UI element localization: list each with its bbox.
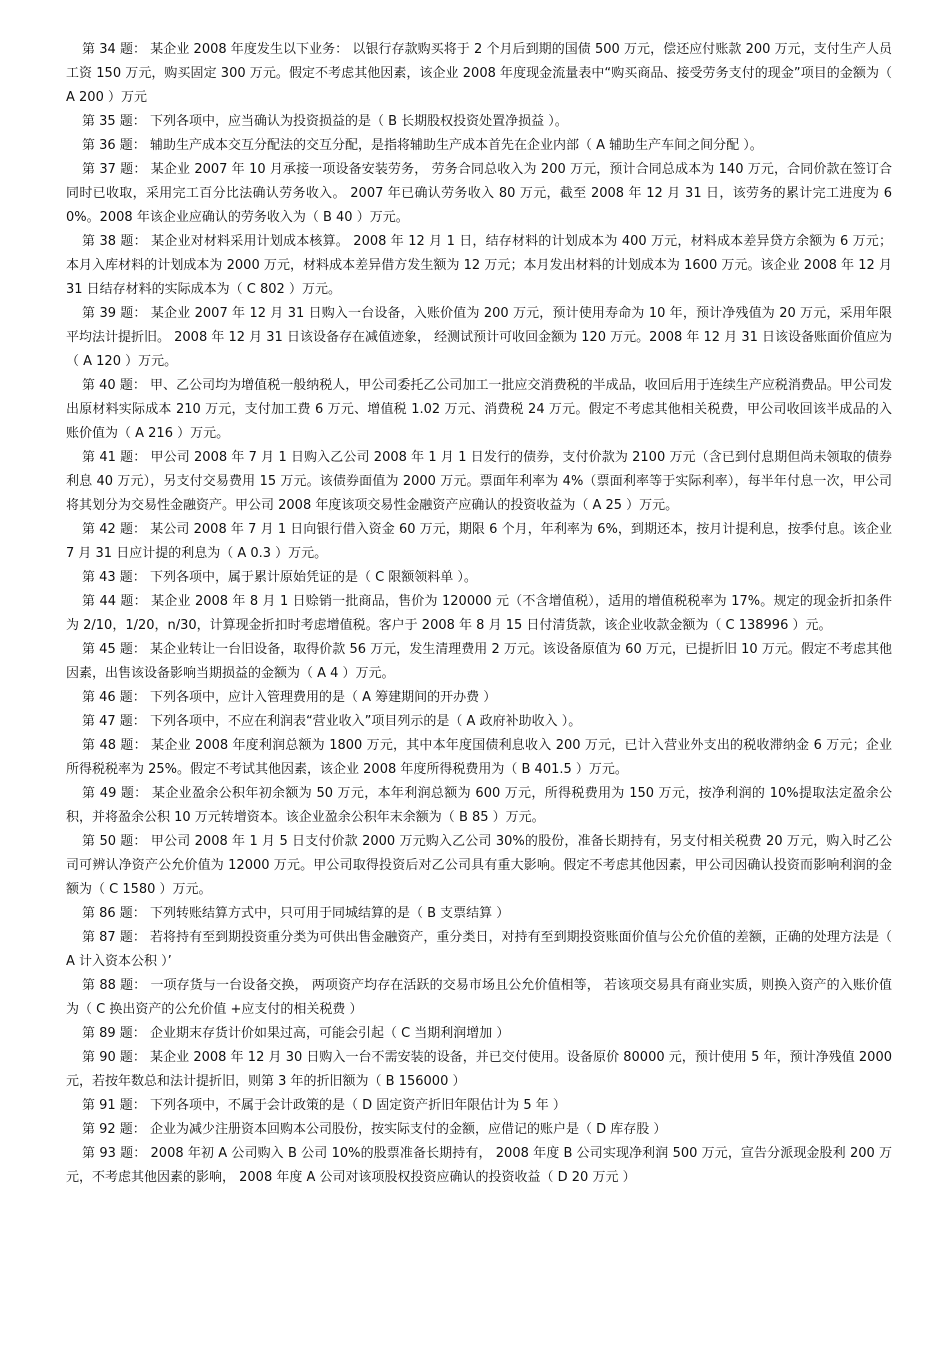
question-89: 第 89 题： 企业期末存货计价如果过高，可能会引起（ C 当期利润增加 ）: [82, 1026, 510, 1041]
question-43: 第 43 题： 下列各项中，属于累计原始凭证的是（ C 限额领料单 ）。: [82, 570, 477, 585]
question-90: 第 90 题： 某企业 2008 年 12 月 30 日购入一台不需安装的设备，并已交付使用。设备原价 80000 元，预计使用 5 年，预计净残值 2000 元，若按年数总和法计提折旧，则第 3 年的折旧额为（ B 156000 ）: [66, 1050, 892, 1089]
question-88: 第 88 题： 一项存货与一台设备交换， 两项资产均存在活跃的交易市场且公允价值相等， 若该项交易具有商业实质，则换入资产的入账价值为（ C 换出资产的公允价值 +应支付的相关税费 ）: [66, 978, 892, 1017]
question-37: 第 37 题： 某企业 2007 年 10 月承接一项设备安装劳务， 劳务合同总收入为 200 万元，预计合同总成本为 140 万元，合同价款在签订合同时已收取，采用完工百分比法确认劳务收入。 2007 年已确认劳务收入 80 万元，截至 2008 年 12 月 31 日，该劳务的累计完工进度为 60%。2008 年该企业应确认的劳务收入为（ B 40 ）万元。: [66, 162, 892, 225]
question-44: 第 44 题： 某企业 2008 年 8 月 1 日赊销一批商品，售价为 120000 元（不含增值税），适用的增值税税率为 17%。规定的现金折扣条件为 2/10，1/20，n/30，计算现金折扣时考虑增值税。客户于 2008 年 8 月 15 日付清货款，该企业收款金额为（ C 138996 ）元。: [66, 594, 892, 633]
question-34: 第 34 题： 某企业 2008 年度发生以下业务： 以银行存款购买将于 2 个月后到期的国债 500 万元，偿还应付账款 200 万元，支付生产人员工资 150 万元，购买固定 300 万元。假定不考虑其他因素，该企业 2008 年度现金流量表中“购买商品、接受劳务支付的现金”项目的金额为（ A 200 ）万元: [66, 42, 892, 105]
question-87: 第 87 题： 若将持有至到期投资重分类为可供出售金融资产，重分类日，对持有至到期投资账面价值与公允价值的差额，正确的处理方法是（ A 计入资本公积 ）’: [66, 930, 892, 969]
question-93: 第 93 题： 2008 年初 A 公司购入 B 公司 10%的股票准备长期持有， 2008 年度 B 公司实现净利润 500 万元，宣告分派现金股利 200 万元，不考虑其他因素的影响， 2008 年度 A 公司对该项股权投资应确认的投资收益（ D 20 万元 ）: [66, 1146, 892, 1185]
question-40: 第 40 题： 甲、乙公司均为增值税一般纳税人，甲公司委托乙公司加工一批应交消费税的半成品，收回后用于连续生产应税消费品。甲公司发出原材料实际成本 210 万元，支付加工费 6 万元、增值税 1.02 万元、消费税 24 万元。假定不考虑其他相关税费，甲公司收回该半成品的入账价值为（ A 216 ）万元。: [66, 378, 892, 441]
question-47: 第 47 题： 下列各项中，不应在利润表“营业收入”项目列示的是（ A 政府补助收入 ）。: [82, 714, 582, 729]
question-45: 第 45 题： 某企业转让一台旧设备，取得价款 56 万元，发生清理费用 2 万元。该设备原值为 60 万元，已提折旧 10 万元。假定不考虑其他因素，出售该设备影响当期损益的金额为（ A 4 ）万元。: [66, 642, 892, 681]
question-38: 第 38 题： 某企业对材料采用计划成本核算。 2008 年 12 月 1 日，结存材料的计划成本为 400 万元，材料成本差异贷方余额为 6 万元；本月入库材料的计划成本为 2000 万元，材料成本差异借方发生额为 12 万元；本月发出材料的计划成本为 1600 万元。该企业 2008 年 12 月 31 日结存材料的实际成本为（ C 802 ）万元。: [66, 234, 892, 297]
question-35: 第 35 题： 下列各项中，应当确认为投资损益的是（ B 长期股权投资处置净损益 ）。: [82, 114, 568, 129]
question-46: 第 46 题： 下列各项中，应计入管理费用的是（ A 筹建期间的开办费 ）: [82, 690, 497, 705]
question-49: 第 49 题： 某企业盈余公积年初余额为 50 万元，本年利润总额为 600 万元，所得税费用为 150 万元，按净利润的 10%提取法定盈余公积，并将盈余公积 10 万元转增资本。该企业盈余公积年末余额为（ B 85 ）万元。: [66, 786, 892, 825]
question-42: 第 42 题： 某公司 2008 年 7 月 1 日向银行借入资金 60 万元，期限 6 个月，年利率为 6%，到期还本，按月计提利息，按季付息。该企业 7 月 31 日应计提的利息为（ A 0.3 ）万元。: [66, 522, 892, 561]
question-91: 第 91 题： 下列各项中，不属于会计政策的是（ D 固定资产折旧年限估计为 5 年 ）: [82, 1098, 566, 1113]
question-36: 第 36 题： 辅助生产成本交互分配法的交互分配，是指将辅助生产成本首先在企业内部（ A 辅助生产车间之间分配 ）。: [82, 138, 763, 153]
question-48: 第 48 题： 某企业 2008 年度利润总额为 1800 万元，其中本年度国债利息收入 200 万元，已计入营业外支出的税收滞纳金 6 万元；企业所得税税率为 25%。假定不考试其他因素，该企业 2008 年度所得税费用为（ B 401.5 ）万元。: [66, 738, 892, 777]
question-41: 第 41 题： 甲公司 2008 年 7 月 1 日购入乙公司 2008 年 1 月 1 日发行的债券，支付价款为 2100 万元（含已到付息期但尚未领取的债券利息 40 万元），另支付交易费用 15 万元。该债券面值为 2000 万元。票面年利率为 4%（票面利率等于实际利率），每半年付息一次，甲公司将其划分为交易性金融资产。甲公司 2008 年度该项交易性金融资产应确认的投资收益为（ A 25 ）万元。: [66, 450, 892, 513]
question-92: 第 92 题： 企业为减少注册资本回购本公司股份，按实际支付的金额，应借记的账户是（ D 库存股 ）: [82, 1122, 667, 1137]
question-86: 第 86 题： 下列转账结算方式中，只可用于同城结算的是（ B 支票结算 ）: [82, 906, 510, 921]
question-50: 第 50 题： 甲公司 2008 年 1 月 5 日支付价款 2000 万元购入乙公司 30%的股份，准备长期持有，另支付相关税费 20 万元，购入时乙公司可辨认净资产公允价值为 12000 万元。甲公司取得投资后对乙公司具有重大影响。假定不考虑其他因素，甲公司因确认投资而影响利润的金额为（ C 1580 ）万元。: [66, 834, 892, 897]
question-39: 第 39 题： 某企业 2007 年 12 月 31 日购入一台设备，入账价值为 200 万元，预计使用寿命为 10 年，预计净残值为 20 万元，采用年限平均法计提折旧。 2008 年 12 月 31 日该设备存在减值迹象， 经测试预计可收回金额为 120 万元。2008 年 12 月 31 日该设备账面价值应为（ A 120 ）万元。: [66, 306, 893, 369]
